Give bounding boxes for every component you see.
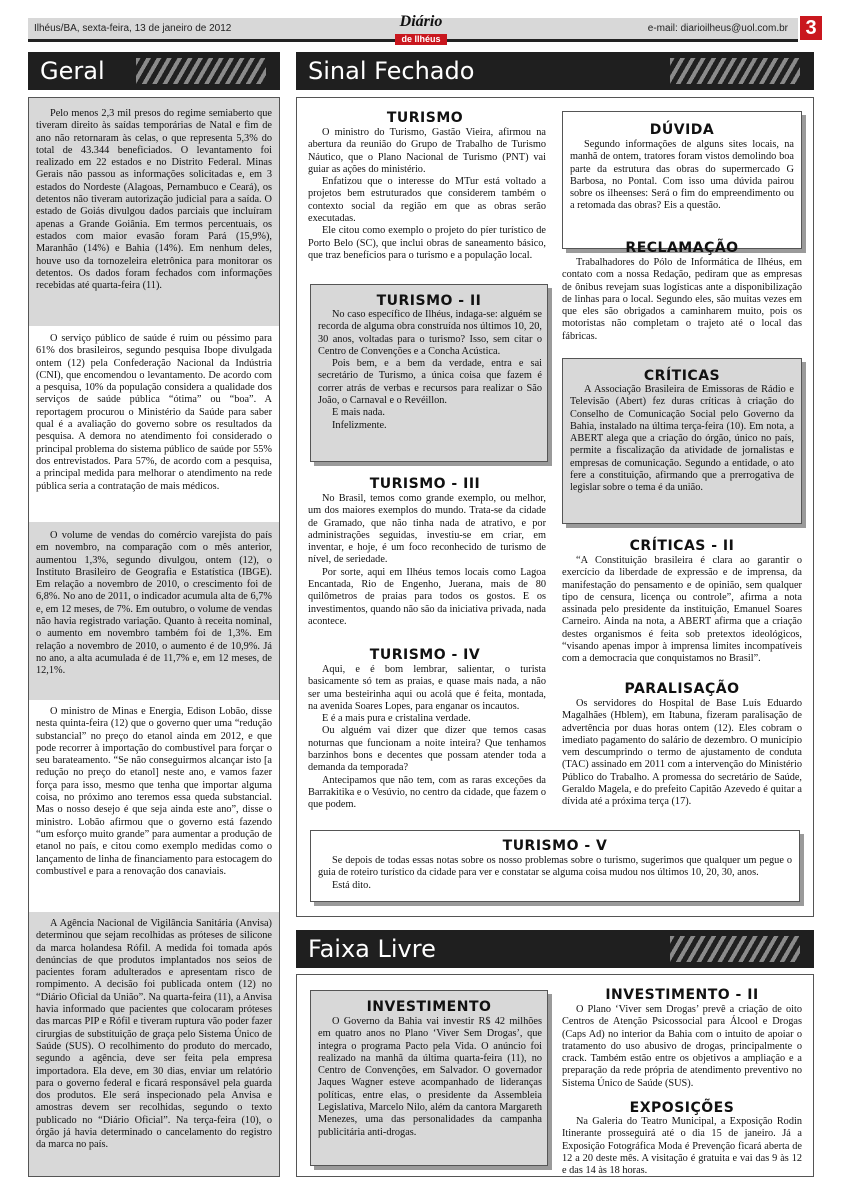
logo-bottom: de Ilhéus bbox=[395, 34, 446, 45]
newspaper-logo[interactable] bbox=[388, 13, 454, 44]
section-title-faixa-livre: Faixa Livre bbox=[308, 935, 436, 963]
page-number: 3 bbox=[800, 16, 822, 40]
reclamacao-article: Trabalhadores do Pólo de Informática de Ilhéus, em contato com a nossa Redação, pediram que as empresas de ônibus revejam suas logísticas ante a disponibilização de linhas para o local. Segundo eles, são muitas vezes em que eles são obrigados a caminharem muito, pois os motoristas não completam o trajeto até o local das fábricas. bbox=[562, 257, 802, 342]
decorative-stripes bbox=[136, 58, 266, 84]
turismo2-article: No caso específico de Ilhéus, indaga-se: alguém se recorda de alguma obra construída nos últimos 10, 20, 30 anos, voltadas para o turismo? Isso, sem citar o Centro de Convenções e a Concha Acústica. Pois bem, e a bem da verdade, entra e sai secretário de Turismo, a única coisa que fazem é correr atrás de verbas e recursos para realizar o São João, o Carnaval e o Revéillon. E mais nada. Infelizmente. bbox=[318, 309, 542, 431]
reclamacao-title: RECLAMAÇÃO bbox=[625, 240, 739, 256]
geral-article-presos: Pelo menos 2,3 mil presos do regime semiaberto que tiveram direito às saídas temporárias de Natal e fim de ano não retornaram às celas, o que representa 5,3% do total de 43.344 beneficiados. O levantamento foi realizado em 22 estados e no Distrito Federal. Minas Gerais não passou as informações solicitadas e, em 3 estados do Nordeste (Alagoas, Pernambuco e Ceará), os detentos não tiveram autorização judicial para a saída. O estado de Goiás divulgou dados parciais que incluíram apenas a Grande Goiânia. Em termos percentuais, os estados com maior evasão foram Pará (15,9%), Maranhão (14%) e Bahia (14%). Em nenhum deles, houve uso da tornozeleira eletrônica para monitorar os detentos. Os dados foram fechados com informações recebidas até quarta-feira (11). bbox=[36, 108, 272, 292]
date-line: Ilhéus/BA, sexta-feira, 13 de janeiro de 2012 bbox=[34, 23, 232, 34]
email-link[interactable]: e-mail: diarioilheus@uol.com.br bbox=[647, 23, 788, 34]
paralisacao-title: PARALISAÇÃO bbox=[624, 681, 740, 697]
criticas2-title: CRÍTICAS - II bbox=[629, 538, 735, 554]
geral-article-comercio: O volume de vendas do comércio varejista do país em novembro, na comparação com o mês anterior, aumentou 1,3%, segundo divulgou, ontem (12), o Instituto Brasileiro de Geografia e Estatística (IBGE). Em relação a novembro de 2010, o crescimento foi de 6,8%. No ano de 2011, o indicador acumula alta de 6,7% e, em 12 meses, de 7%. Em outubro, o volume de vendas não havia registrado variação. Quanto à receita nominal, o aumento em novembro também foi de 1,3%. Em relação a novembro de 2010, o aumento é de 10,9%. Já no ano, a alta acumulada é de 11,7% e, em 12 meses, de 12,1%. bbox=[36, 530, 272, 677]
turismo5-article: Se depois de todas essas notas sobre os nosso problemas sobre o turismo, sugerimos que qualquer um pegue o guia de roteiro turístico da cidade para ver e constatar se alguma coisa mudou nos últimos 10, 20, 30, anos. Está dito. bbox=[318, 855, 792, 891]
turismo4-title: TURISMO - IV bbox=[369, 647, 481, 663]
duvida-article: Segundo informações de alguns sites locais, na manhã de ontem, tratores foram vistos demolindo boa parte da estrutura das obras do supermercado G Barbosa, no Pontal. Com isso uma dúvida pairou sobre os ilheenses: Será o fim do empreendimento ou a retomada das obras? Eis a questão. bbox=[570, 139, 794, 212]
turismo2-title: TURISMO - II bbox=[376, 293, 482, 309]
criticas-article: A Associação Brasileira de Emissoras de Rádio e Televisão (Abert) fez duras críticas à criação do Conselho de Comunicação Social pelo Governo da Bahia, instalado na última terça-feira (10). Em nota, a ABERT alega que a criação do órgão, único no país, permite a fiscalização da atividade de jornalistas e empresas de comunicação. Segundo a entidade, o ato fere a constituição, afirmando que a prerrogativa de legislar sobre o tema é da união. bbox=[570, 384, 794, 494]
criticas2-article: “A Constituição brasileira é clara ao garantir o exercício da liberdade de expressão e de imprensa, da manifestação do pensamento e de opinião, sem qualquer tipo de censura, licença ou controle”, afirma a nota assinada pelo presidente da instituição, Emanuel Soares Carneiro. Ainda na nota, a ABERT afirma que a criação destes organismos é feita sob pretextos ideológicos, “visando apenas impor à imprensa limites incompatíveis com a democracia que conquistamos no Brasil”. bbox=[562, 555, 802, 665]
investimento-article: O Governo da Bahia vai investir R$ 42 milhões em quatro anos no Plano ‘Viver Sem Drogas’, que integra o programa Pacto pela Vida. O anúncio foi realizado na manhã da última quarta-feira (11), no Centro de Convenções, em Salvador. O governador Jaques Wagner esteve acompanhado de lideranças políticas, entre elas, o presidente da Assembleia Legislativa, Marcelo Nilo, além da cantora Margareth Menezes, uma das personalidades da campanha publicitária anti-drogas. bbox=[318, 1016, 542, 1138]
turismo3-article: No Brasil, temos como grande exemplo, ou melhor, um dos maiores exemplos do mundo. Trata-se da cidade de Gramado, que não tinha nada de atrativo, e por administrações seguidas, investiu-se em criar, em inventar, e hoje, é um foco reconhecido de turismo de nível, de seriedade. Por sorte, aqui em Ilhéus temos locais como Lagoa Encantada, Rio de Engenho, Juerana, mais de 80 quilômetros de praias para todos os gostos. E os investimentos, quando não são da iniciativa privada, nada acontece. bbox=[308, 493, 546, 627]
turismo4-article: Aqui, e é bom lembrar, salientar, o turista basicamente só tem as praias, e quase mais nada, a não ser uma besteirinha aqui ou acolá que é feita, montada, na avenida Soares Lopes, para enganar os incautos. E é a mais pura e cristalina verdade. Ou alguém vai dizer que dizer que temos casas noturnas que funcionam a noite inteira? Que tenhamos barzinhos bons e decentes que possam atender toda a demanda da temporada? Antecipamos que não tem, com as raras exceções da Barrakitika e o Vesúvio, no centro da cidade, que fazem o que podem. bbox=[308, 664, 546, 811]
investimento2-title: INVESTIMENTO - II bbox=[605, 987, 759, 1003]
turismo5-title: TURISMO - V bbox=[502, 838, 608, 854]
duvida-title: DÚVIDA bbox=[649, 122, 715, 138]
criticas-title: CRÍTICAS bbox=[643, 368, 721, 384]
investimento-title: INVESTIMENTO bbox=[366, 999, 492, 1015]
turismo-title: TURISMO bbox=[386, 110, 464, 126]
section-header-faixa-livre bbox=[296, 930, 814, 968]
exposicoes-title: EXPOSIÇÕES bbox=[629, 1100, 735, 1116]
decorative-stripes bbox=[670, 936, 800, 962]
turismo-article: O ministro do Turismo, Gastão Vieira, afirmou na abertura da reunião do Grupo de Trabalho de Turismo Náutico, que o Plano Nacional de Turismo (PNT) vai guiar as ações do ministério. Enfatizou que o interesse do MTur está voltado a projetos bem estruturados que considerem também o contexto social da região em que as obras serão executadas. Ele citou como exemplo o projeto do píer turístico de Porto Belo (SC), que inclui obras de saneamento básico, que traz benefícios para o turismo e a população local. bbox=[308, 127, 546, 261]
geral-article-saude: O serviço público de saúde é ruim ou péssimo para 61% dos brasileiros, segundo pesquisa Ibope divulgada ontem (12) pela Confederação Nacional da Indústria (CNI), que encomendou o levantamento. De acordo com a pesquisa, 10% da população considera a qualidade dos serviços de saúde pública “ótima” ou “boa”. A reportagem procurou o Ministério da Saúde para saber qual é a avaliação do governo sobre os resultados da pesquisa. A demora no atendimento foi considerado o principal problema do sistema público de saúde por 55% dos entrevistados. Para 57%, de acordo com a pesquisa, a principal medida para melhorar o atendimento na rede pública seria a contratação de mais médicos. bbox=[36, 333, 272, 492]
investimento2-article: O Plano ‘Viver sem Drogas’ prevê a criação de oito Centros de Atenção Psicossocial para Álcool e Drogas (Caps Ad) no interior da Bahia com o intuito de apoiar o tratamento do uso abusivo de drogas, principalmente o crack. Também estão entre os objetivos a ampliação e a preparação da rede própria de atendimento preventivo no Sistema Único de Saúde (SUS). bbox=[562, 1004, 802, 1089]
geral-article-proteses: A Agência Nacional de Vigilância Sanitária (Anvisa) determinou que sejam recolhidas as próteses de silicone da marca holandesa Rófil. A medida foi tomada após denúncias de que produtos implantados nos seios de pacientes foram adulterados e apresentam risco de rompimento. A decisão foi publicada ontem (12) no “Diário Oficial da União”. Na quarta-feira (11), a Anvisa havia informado que pacientes que colocaram próteses das marcas PIP e Rófil e tiveram ruptura vão poder fazer cirurgias de substituição de graça pelo Sistema Único de Saúde (SUS). O recolhimento do produto do mercado, segundo a agência, deve ser feita pela empresa importadora. Ela deve, em 30 dias, enviar um relatório para o governo federal e ficará responsável pela guarda dos produtos. Ele será inspecionado pela Anvisa e amostras devem ser recolhidas, segundo o texto publicado no “Diário Oficial”. Na terça-feira (10), o órgão já havia determinado o cancelamento do registro da marca no país. bbox=[36, 918, 272, 1151]
section-header-geral bbox=[28, 52, 280, 90]
turismo3-title: TURISMO - III bbox=[369, 476, 481, 492]
section-title-geral: Geral bbox=[40, 57, 105, 85]
decorative-stripes bbox=[670, 58, 800, 84]
section-title-sinal-fechado: Sinal Fechado bbox=[308, 57, 475, 85]
section-header-sinal-fechado bbox=[296, 52, 814, 90]
exposicoes-article: Na Galeria do Teatro Municipal, a Exposição Rodin Itinerante prosseguirá até o dia 15 de janeiro. Já a Exposição Fotográfica Moda é Prevenção ficará aberta de 12 a 20 deste mês. A visitação é gratuita e vai das 9 às 12 e das 14 às 18 horas. bbox=[562, 1116, 802, 1177]
geral-article-etanol: O ministro de Minas e Energia, Edison Lobão, disse nesta quinta-feira (12) que o governo quer uma “redução substancial” no preço do etanol ainda em 2012, e que pode recorrer à importação do combustível para forçar o seu barateamento. “Se não conseguirmos alcançar isto [a redução no preço do etanol] neste ano, e vamos fazer força para isso, mesmo que tenha que importar alguma coisa, no próximo ano teremos essa queda substancial. Mas o nosso desejo é que seja ainda este ano”, disse o ministro. Lobão afirmou que o governo está fazendo “um esforço muito grande” para aumentar a produção de etanol no país, e citou como exemplo medidas como o lançamento de linha de financiamento para estocagem do combustível e para a renovação dos canaviais. bbox=[36, 706, 272, 877]
paralisacao-article: Os servidores do Hospital de Base Luís Eduardo Magalhães (Hblem), em Itabuna, fizeram paralisação de advertência por duas horas ontem (12). Eles cobram o imediato pagamento do salário de dezembro. O município vem descumprindo o termo de ajustamento de conduta (TAC) assinado em 2011 com a intervenção do Ministério Público do Trabalho. A promessa do secretário de Saúde, Geraldo Magela, e do prefeito Capitão Azevedo é quitar a dívida até a próxima terça (17). bbox=[562, 698, 802, 808]
logo-top: Diário bbox=[399, 13, 443, 30]
